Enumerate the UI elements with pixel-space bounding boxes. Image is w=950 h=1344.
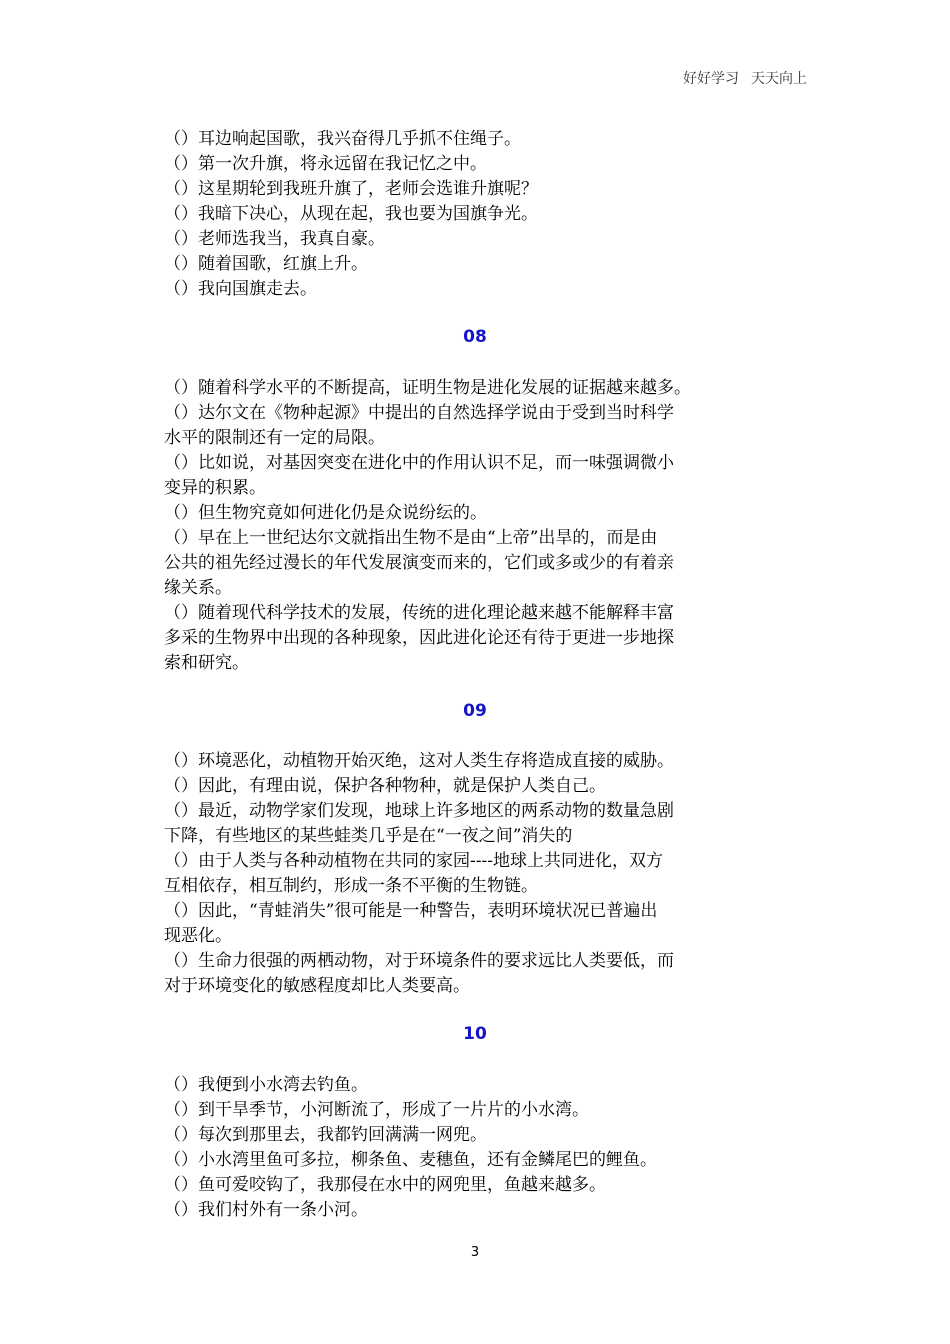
- page-header: [683, 68, 807, 88]
- text-line: （）我们村外有一条小河。: [164, 1200, 368, 1220]
- text-line: 下降，有些地区的某些蛙类几乎是在“一夜之间”消失的: [164, 826, 573, 846]
- header-right: 天天向上: [751, 71, 807, 87]
- text-line: （）最近，动物学家们发现，地球上许多地区的两系动物的数量急剧: [164, 801, 674, 821]
- text-line: （）由于人类与各种动植物在共同的家园----地球上共同进化，双方: [164, 851, 663, 871]
- text-line: （）比如说，对基因突变在进化中的作用认识不足，而一味强调微小: [164, 453, 674, 473]
- text-line: （）我暗下决心，从现在起，我也要为国旗争光。: [164, 204, 538, 224]
- text-line: （）随着国歌，红旗上升。: [164, 254, 368, 274]
- text-line: （）因此，有理由说，保护各种物种，就是保护人类自己。: [164, 776, 606, 796]
- text-line: 索和研究。: [164, 653, 249, 673]
- text-line: 变异的积累。: [164, 478, 266, 498]
- text-line: （）第一次升旗，将永远留在我记忆之中。: [164, 154, 487, 174]
- page-number: 3: [470, 1245, 480, 1260]
- text-line: （）老师选我当，我真自豪。: [164, 229, 385, 249]
- section-number: 08: [463, 327, 487, 347]
- text-line: （）我便到小水湾去钓鱼。: [164, 1075, 368, 1095]
- text-line: 多采的生物界中出现的各种现象，因此进化论还有待于更进一步地探: [164, 628, 674, 648]
- text-line: 对于环境变化的敏感程度却比人类要高。: [164, 976, 470, 996]
- text-line: （）鱼可爱咬钩了，我那侵在水中的网兜里，鱼越来越多。: [164, 1175, 606, 1195]
- text-line: （）每次到那里去，我都钓回满满一网兜。: [164, 1125, 487, 1145]
- text-line: （）因此，“青蛙消失”很可能是一种警告，表明环境状况已普遍出: [164, 901, 658, 921]
- text-line: （）生命力很强的两栖动物，对于环境条件的要求远比人类要低，而: [164, 951, 674, 971]
- text-line: 互相依存，相互制约，形成一条不平衡的生物链。: [164, 876, 538, 896]
- text-line: （）我向国旗走去。: [164, 279, 317, 299]
- section-number: 10: [463, 1024, 487, 1044]
- text-line: （）达尔文在《物种起源》中提出的自然选择学说由于受到当时科学: [164, 403, 674, 423]
- text-line: （）随着现代科学技术的发展，传统的进化理论越来越不能解释丰富: [164, 603, 674, 623]
- text-line: 水平的限制还有一定的局限。: [164, 428, 385, 448]
- text-line: 缘关系。: [164, 578, 232, 598]
- text-line: （）环境恶化，动植物开始灭绝，这对人类生存将造成直接的威胁。: [164, 751, 674, 771]
- text-line: 现恶化。: [164, 926, 232, 946]
- text-line: （）耳边响起国歌，我兴奋得几乎抓不住绳子。: [164, 129, 521, 149]
- text-line: （）随着科学水平的不断提高，证明生物是进化发展的证据越来越多。: [164, 378, 691, 398]
- text-line: （）但生物究竟如何进化仍是众说纷纭的。: [164, 503, 487, 523]
- text-line: （）小水湾里鱼可多拉，柳条鱼、麦穗鱼，还有金鳞尾巴的鲤鱼。: [164, 1150, 657, 1170]
- text-line: （）到干旱季节，小河断流了，形成了一片片的小水湾。: [164, 1100, 589, 1120]
- section-number: 09: [463, 701, 487, 721]
- text-line: （）这星期轮到我班升旗了，老师会选谁升旗呢？: [164, 179, 538, 199]
- text-line: 公共的祖先经过漫长的年代发展演变而来的，它们或多或少的有着亲: [164, 553, 674, 573]
- text-line: （）早在上一世纪达尔文就指出生物不是由“上帝”出旱的，而是由: [164, 528, 658, 548]
- header-left: 好好学习: [683, 71, 739, 87]
